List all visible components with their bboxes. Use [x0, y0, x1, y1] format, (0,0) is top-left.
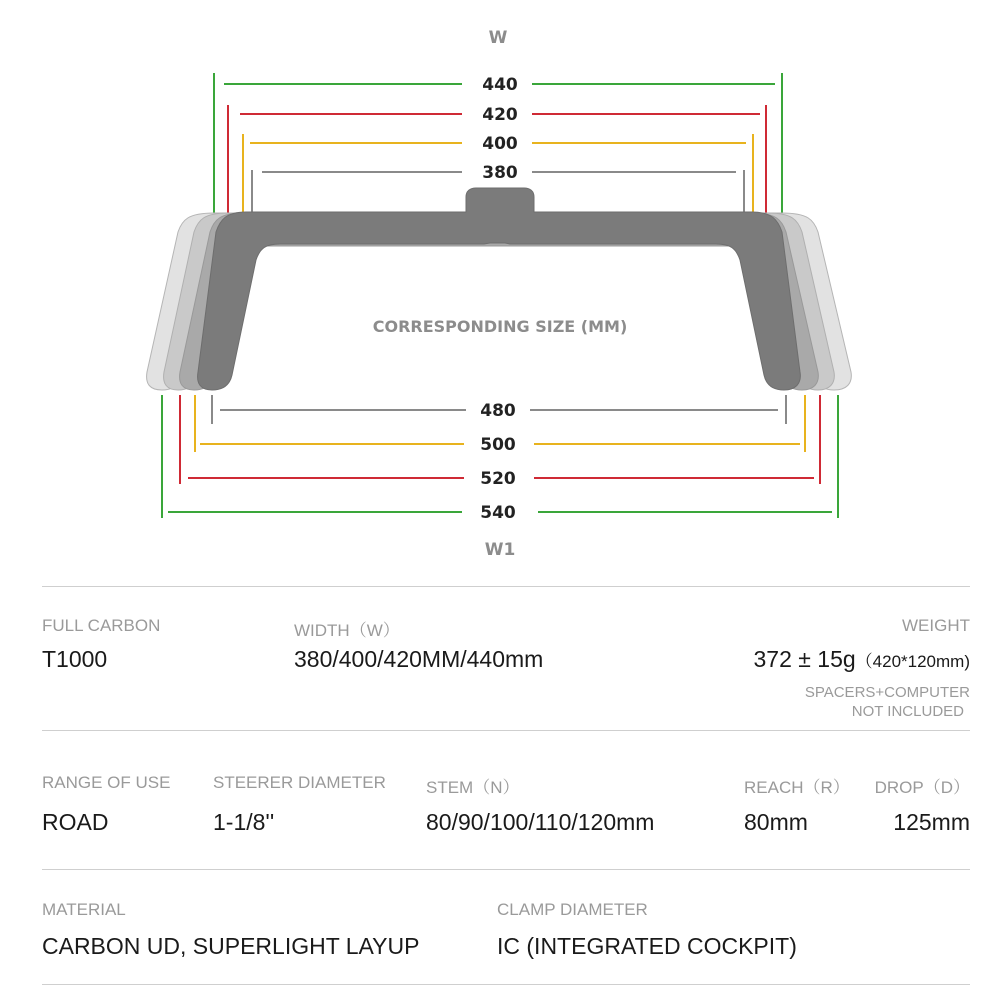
steerer-diameter-label: STEERER DIAMETER: [213, 773, 386, 792]
clamp-diameter-label: CLAMP DIAMETER: [497, 900, 648, 919]
bottom-width-label-540: 540: [480, 503, 516, 523]
bottom-width-dimensions: [162, 395, 838, 523]
handlebar-outline-480: [198, 188, 801, 390]
width-value: 380/400/420MM/440mm: [294, 646, 544, 672]
top-width-label-420: 420: [482, 105, 518, 125]
full-carbon-label: FULL CARBON: [42, 616, 161, 635]
divider-4: [42, 984, 970, 985]
weight-note: （420*120mm): [855, 652, 970, 671]
clamp-diameter-value: IC (INTEGRATED COCKPIT): [497, 933, 797, 959]
weight-extra-note-2: NOT INCLUDED: [851, 703, 964, 720]
stem-label: STEM（N）: [426, 778, 520, 797]
width-label: WIDTH（W）: [294, 621, 400, 640]
bottom-width-label-500: 500: [480, 435, 516, 455]
weight-label: WEIGHT: [902, 616, 970, 635]
divider-2: [42, 730, 970, 731]
range-of-use-label: RANGE OF USE: [42, 773, 171, 792]
weight-number: 372 ± 15g: [753, 646, 856, 672]
top-width-label-380: 380: [482, 163, 518, 183]
bottom-width-label-480: 480: [480, 401, 516, 421]
bottom-width-label-520: 520: [480, 469, 516, 489]
drop-value: 125mm: [893, 809, 970, 835]
divider-1: [42, 586, 970, 587]
width-axis-letter: W: [488, 28, 508, 48]
reach-value: 80mm: [744, 809, 808, 835]
bottom-width-axis-letter: W1: [484, 540, 516, 560]
top-width-label-440: 440: [482, 75, 518, 95]
top-width-label-400: 400: [482, 134, 518, 154]
range-of-use-value: ROAD: [42, 809, 109, 835]
divider-3: [42, 869, 970, 870]
weight-value: [754, 646, 970, 673]
corresponding-size-label: CORRESPONDING SIZE (MM): [372, 317, 628, 336]
full-carbon-value: T1000: [42, 646, 108, 672]
drop-label: DROP（D）: [874, 778, 970, 797]
material-label: MATERIAL: [42, 900, 126, 919]
material-value: CARBON UD, SUPERLIGHT LAYUP: [42, 933, 420, 959]
stem-value: 80/90/100/110/120mm: [426, 809, 655, 835]
reach-label: REACH（R）: [744, 778, 850, 797]
steerer-diameter-value: 1-1/8'': [213, 809, 275, 835]
weight-extra-note-1: SPACERS+COMPUTER: [804, 684, 970, 701]
handlebar-silhouettes: [147, 188, 852, 390]
bottom-dimension-480: [212, 395, 786, 424]
